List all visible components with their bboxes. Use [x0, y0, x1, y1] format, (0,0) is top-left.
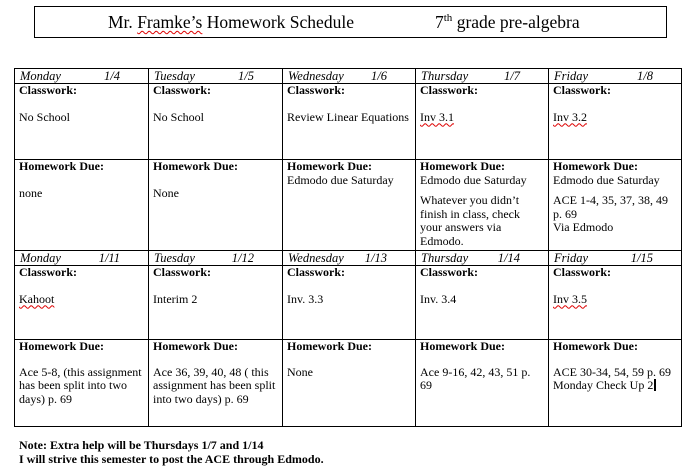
homework-cell: Homework Due: Ace 9-16, 42, 43, 51 p. 69: [416, 340, 549, 427]
day-header-friday: Friday 1/15: [549, 251, 682, 266]
week2-homework-row: [15, 340, 682, 427]
day-header-monday: Monday 1/4: [15, 69, 149, 84]
classwork-cell: Classwork: No School: [15, 84, 149, 160]
week1-homework-row: [15, 160, 682, 251]
classwork-cell: Classwork: Inv 3.2: [549, 84, 682, 160]
homework-cell: Homework Due: Ace 36, 39, 40, 48 ( this assignment has been split into two days) p. 69: [149, 340, 283, 427]
day-header-thursday: Thursday 1/7: [416, 69, 549, 84]
homework-schedule-table: [14, 68, 682, 427]
classwork-cell: Classwork: Interim 2: [149, 266, 283, 340]
schedule-title: Mr. Framke’s Homework Schedule: [108, 12, 354, 32]
note-ace-edmodo: I will strive this semester to post the ACE through Edmodo.: [19, 452, 324, 466]
grade-label: 7th grade pre-algebra: [435, 12, 580, 32]
classwork-cell: Classwork: Kahoot: [15, 266, 149, 340]
day-header-wednesday: Wednesday 1/13: [283, 251, 416, 266]
classwork-cell: Classwork: Review Linear Equations: [283, 84, 416, 160]
homework-cell: Homework Due: None: [149, 160, 283, 251]
day-header-monday: Monday 1/11: [15, 251, 149, 266]
schedule-title-box: [34, 6, 667, 38]
classwork-cell: Classwork: Inv 3.5: [549, 266, 682, 340]
week2-classwork-row: [15, 266, 682, 340]
day-header-thursday: Thursday 1/14: [416, 251, 549, 266]
day-header-tuesday: Tuesday 1/5: [149, 69, 283, 84]
classwork-cell: Classwork: No School: [149, 84, 283, 160]
homework-cell: Homework Due: Edmodo due Saturday: [283, 160, 416, 251]
classwork-cell: Classwork: Inv 3.1: [416, 84, 549, 160]
day-header-tuesday: Tuesday 1/12: [149, 251, 283, 266]
week2-day-row: [15, 251, 682, 266]
classwork-cell: Classwork: Inv. 3.4: [416, 266, 549, 340]
day-header-friday: Friday 1/8: [549, 69, 682, 84]
note-extra-help: Note: Extra help will be Thursdays 1/7 and 1/14: [19, 438, 264, 452]
homework-cell: Homework Due: Edmodo due Saturday ACE 1-4, 35, 37, 38, 49 p. 69 Via Edmodo: [549, 160, 682, 251]
text-cursor: [654, 379, 656, 391]
homework-cell: Homework Due: Ace 5-8, (this assignment has been split into two days) p. 69: [15, 340, 149, 427]
day-header-wednesday: Wednesday 1/6: [283, 69, 416, 84]
homework-cell: Homework Due: Edmodo due Saturday Whatever you didn’t finish in class, check your answers via Edmodo.: [416, 160, 549, 251]
homework-cell: Homework Due: None: [283, 340, 416, 427]
week1-classwork-row: [15, 84, 682, 160]
notes: [19, 438, 324, 466]
classwork-cell: Classwork: Inv. 3.3: [283, 266, 416, 340]
week1-day-row: [15, 69, 682, 84]
homework-cell: Homework Due: ACE 30-34, 54, 59 p. 69 Monday Check Up 2: [549, 340, 682, 427]
homework-cell: Homework Due: none: [15, 160, 149, 251]
